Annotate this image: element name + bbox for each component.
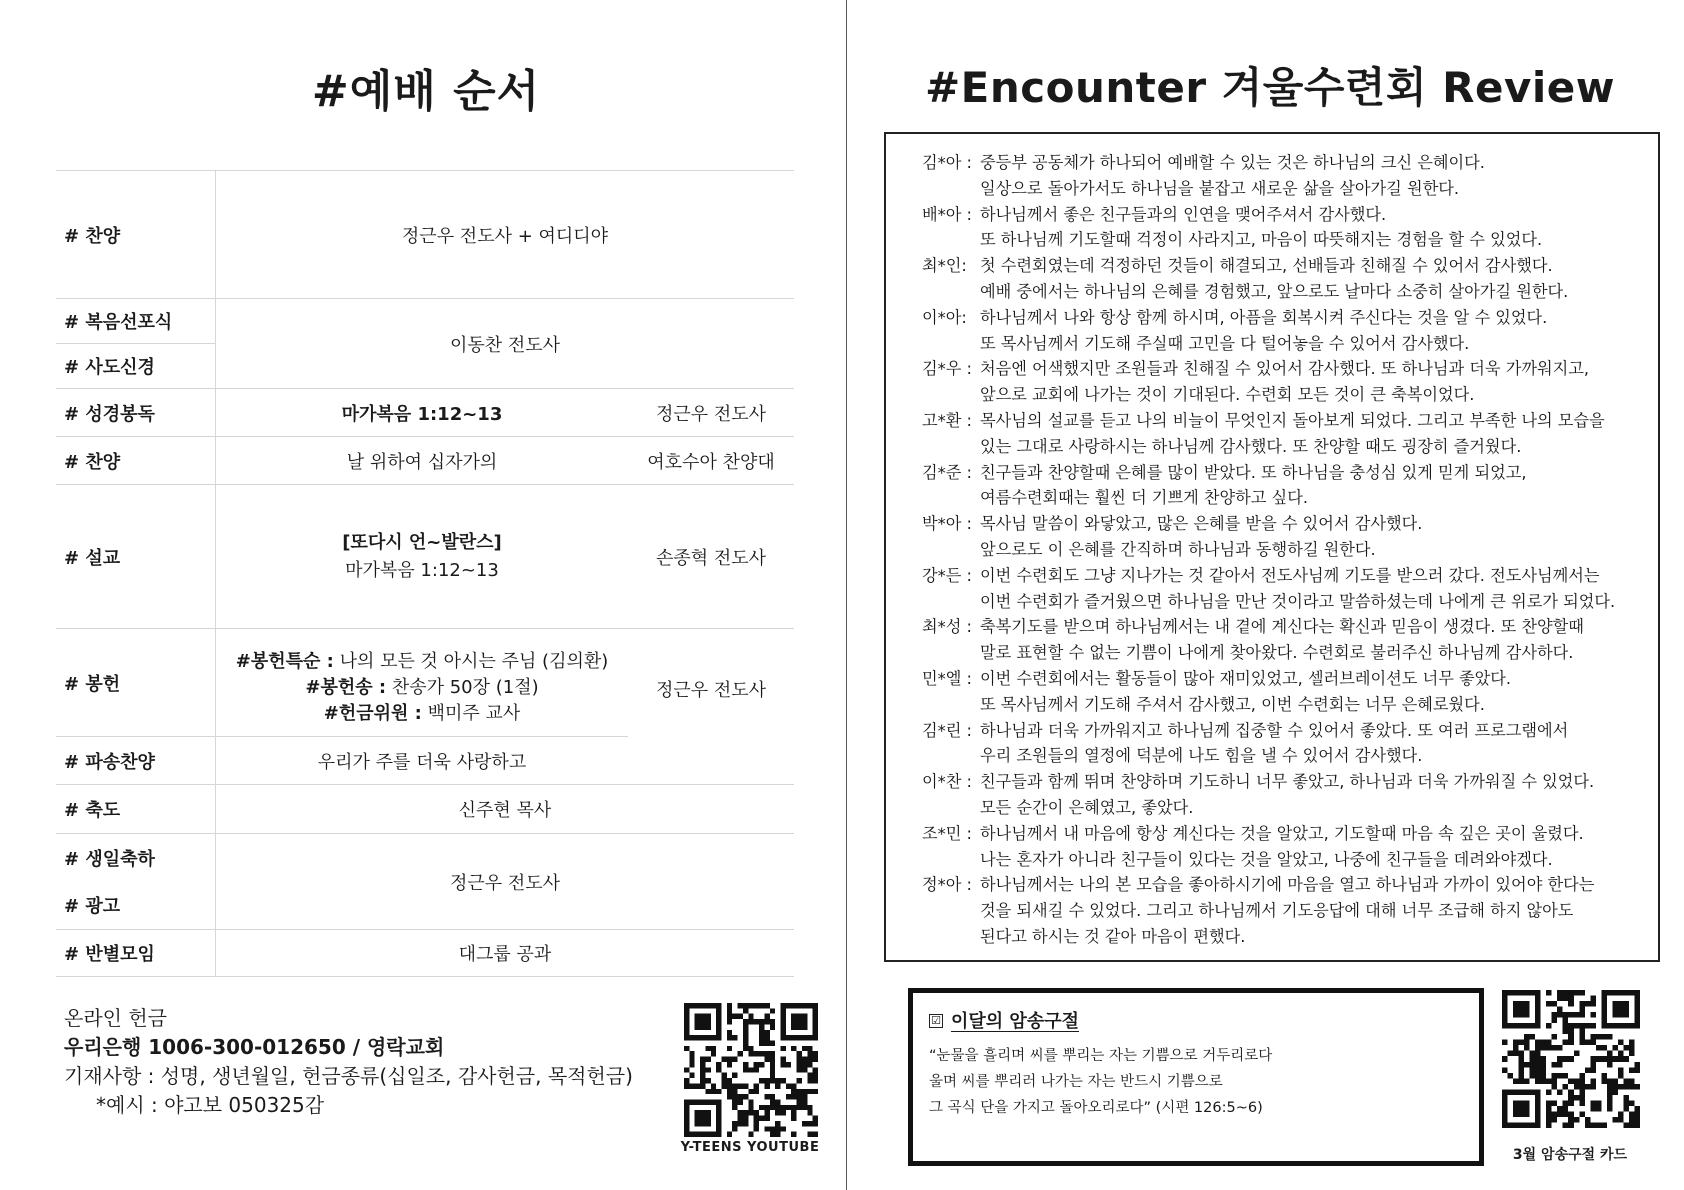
order-label: # 파송찬양 [56,736,215,784]
online-notes: 기재사항 : 성명, 생년월일, 헌금종류(십일조, 감사헌금, 목적헌금) [64,1064,633,1088]
sending-song: 우리가 주를 더욱 사랑하고 [216,736,628,784]
reviewer-indent [922,589,980,615]
review-text: 나는 혼자가 아니라 친구들이 있다는 것을 알았고, 나중에 친구들을 데려와야겠다. [980,849,1553,869]
verse-heading [929,1007,1465,1033]
review-line [922,202,1658,228]
reviewer-indent [922,692,980,718]
sermon-info [216,485,628,628]
order-label: # 찬양 [64,225,121,247]
reviewer-name: 김*아 : [922,153,972,172]
order-row-sermon [56,484,794,628]
reviewer-name: 이*찬 : [922,772,972,792]
review-text: 처음엔 어색했지만 조원들과 친해질 수 있어서 감사했다. 또 하나님과 더욱 가까워지고, [980,359,1590,379]
review-text: 중등부 공동체가 하나되어 예배할 수 있는 것은 하나님의 크신 은혜이다. [980,153,1485,172]
verse-line: 울며 씨를 뿌리러 나가는 자는 반드시 기쁨으로 [929,1074,1223,1090]
reviewer-name: 박*아 : [922,514,972,534]
order-leader: 정근우 전도사 [655,403,767,425]
order-label: # 봉헌 [64,673,121,695]
order-leader: 여호수아 찬양대 [647,451,775,473]
review-text: 앞으로도 이 은혜를 간직하며 하나님과 동행하길 원한다. [980,539,1376,559]
page-divider [846,0,847,1190]
order-value: 대그룹 공과 [458,944,552,965]
qr-caption: Y-TEENS YOUTUBE [680,1140,820,1155]
order-label: # 사도신경 [56,343,215,388]
qr-caption: 3월 암송구절 카드 [1512,1147,1628,1163]
reviewer-name: 정*아 : [922,875,972,895]
order-value: 마가복음 1:12~13 [341,403,503,425]
review-text: 하나님께서 내 마음에 항상 계신다는 것을 알았고, 기도할때 마음 속 깊은 곳이 울렸다. [980,823,1584,843]
worship-order-table [56,170,794,977]
review-text: 또 목사님께서 기도해 주실때 고민을 다 털어놓을 수 있어서 감사했다. [980,333,1470,353]
online-example: *예시 : 야고보 050325감 [96,1093,325,1117]
reviewer-indent [922,640,980,666]
order-label: # 생일축하 [64,848,155,870]
reviewer-name: 최*성 : [922,617,972,637]
order-row-hymn [56,436,794,484]
order-label: # 설교 [64,547,121,569]
review-text: 친구들과 찬양할때 은혜를 많이 받았다. 또 하나님을 충성심 있게 믿게 되었고, [980,462,1527,482]
review-line [922,898,1658,924]
order-label: # 축도 [64,800,121,821]
order-leader: 정근우 전도사 [655,679,767,701]
review-text: 이번 수련회가 즐거웠으면 하나님을 만난 것이라고 말씀하셨는데 나에게 큰 위로가 되었다. [980,591,1616,611]
review-text: 하나님과 더욱 가까워지고 하나님께 집중할 수 있어서 좋았다. 또 여러 프로그램에서 [980,720,1569,740]
order-value: 이동찬 전도사 [449,334,561,356]
review-text: 목사님의 설교를 듣고 나의 비늘이 무엇인지 돌아보게 되었다. 그리고 부족한 나의 모습을 [980,410,1605,430]
review-text: 또 목사님께서 기도해 주셔서 감사했고, 이번 수련회는 너무 은혜로웠다. [980,694,1485,714]
offering-committee: #헌금위원 : 백미주 교사 [323,702,521,724]
review-line [922,150,1658,176]
youtube-qr-code[interactable] [684,1003,818,1137]
review-line [922,331,1658,357]
review-text: 첫 수련회였는데 걱정하던 것들이 해결되고, 선배들과 친해질 수 있어서 감사했다. [980,256,1553,276]
bank-account: 우리은행 1006-300-012650 / 영락교회 [64,1035,445,1059]
review-line [922,279,1658,305]
review-line [922,589,1658,615]
order-label: # 광고 [64,896,121,918]
review-line [922,847,1658,873]
reviewer-indent [922,434,980,460]
order-value: 신주현 목사 [458,800,552,821]
reviewer-indent [922,382,980,408]
review-text: 여름수련회때는 훨씬 더 기쁘게 찬양하고 싶다. [980,488,1308,508]
reviewer-indent [922,537,980,563]
review-text: 친구들과 함께 뛰며 찬양하며 기도하니 너무 좋았고, 하나님과 더욱 가까워질 수 있었다. [980,772,1595,792]
reviewer-indent [922,176,980,202]
order-row-offering [56,628,794,784]
review-line [922,743,1658,769]
review-line [922,460,1658,486]
verse-line: 그 곡식 단을 가지고 돌아오리로다” (시편 126:5~6) [929,1100,1263,1116]
review-text: 축복기도를 받으며 하나님께서는 내 곁에 계신다는 확신과 믿음이 생겼다. 또 찬양할때 [980,617,1584,637]
order-leader: 손종혁 전도사 [655,547,767,569]
review-line [922,382,1658,408]
review-line [922,408,1658,434]
review-line [922,692,1658,718]
review-text: 것을 되새길 수 있었다. 그리고 하나님께서 기도응답에 대해 너무 조급해 하지 않아도 [980,901,1574,921]
order-label: # 찬양 [64,451,121,473]
verse-heading-label: 이달의 암송구절 [951,1011,1079,1032]
review-text: 앞으로 교회에 나가는 것이 기대된다. 수련회 모든 것이 큰 축복이었다. [980,385,1475,405]
online-offering-info [64,1004,633,1120]
review-title: #Encounter 겨울수련회 Review [924,63,1616,112]
review-line [922,872,1658,898]
worship-order-title: #예배 순서 [311,66,541,117]
reviewer-indent [922,924,980,950]
reviewer-name: 민*엘 : [922,668,972,688]
review-text: 이번 수련회도 그냥 지나가는 것 같아서 전도사님께 기도를 받으러 갔다. 전도사님께서는 [980,565,1600,585]
reviewer-name: 배*아 : [922,204,972,224]
reviewer-indent [922,331,980,357]
order-value: 날 위하여 십자가의 [346,451,498,473]
verse-card-qr-code[interactable] [1502,990,1640,1128]
review-text: 하나님께서는 나의 본 모습을 좋아하시기에 마음을 열고 하나님과 가까이 있어야 한다는 [980,875,1595,895]
reviewer-indent [922,795,980,821]
reviewer-name: 김*준 : [922,462,972,482]
review-line [922,176,1658,202]
order-row-class [56,929,794,977]
review-line [922,434,1658,460]
memory-verse-box [908,988,1484,1166]
reviewer-name: 이*아: [922,307,967,327]
review-text: 우리 조원들의 열정에 덕분에 나도 힘을 낼 수 있어서 감사했다. [980,746,1423,766]
reviewer-indent [922,743,980,769]
order-value: 정근우 전도사 + 여디디야 [401,225,609,247]
review-text: 하나님께서 나와 항상 함께 하시며, 아픔을 회복시켜 주신다는 것을 알 수 있었다. [980,307,1548,327]
order-row-gospel [56,298,794,388]
review-line [922,253,1658,279]
order-row-birthday [56,833,794,929]
verse-line: “눈물을 흘리며 씨를 뿌리는 자는 기쁨으로 거두리로다 [929,1048,1273,1064]
review-line [922,305,1658,331]
reviewer-indent [922,227,980,253]
review-line [922,640,1658,666]
reviewer-name: 김*우 : [922,359,972,379]
review-line [922,769,1658,795]
checkbox-icon: ☑ [929,1014,943,1028]
offering-song: #봉헌송 : 찬송가 50장 (1절) [305,676,539,698]
reviewer-name: 고*환 : [922,410,972,430]
order-label: # 반별모임 [64,944,155,965]
review-text: 이번 수련회에서는 활동들이 많아 재미있었고, 셀러브레이션도 너무 좋았다. [980,668,1512,688]
review-text: 또 하나님께 기도할때 걱정이 사라지고, 마음이 따뜻해지는 경험을 할 수 있었다. [980,230,1543,250]
review-text: 일상으로 돌아가서도 하나님을 붙잡고 새로운 삶을 살아가길 원한다. [980,178,1460,198]
order-row-reading [56,388,794,436]
reviewer-indent [922,279,980,305]
sermon-passage: 마가복음 1:12~13 [345,559,499,581]
sermon-title: [또다시 언~발란스] [342,531,502,553]
reviewer-indent [922,898,980,924]
review-line [922,821,1658,847]
review-text: 모든 순간이 은혜였고, 좋았다. [980,797,1194,817]
order-label: # 복음선포식 [64,312,173,333]
review-text: 말로 표현할 수 없는 기쁨이 나에게 찾아왔다. 수련회로 불러주신 하나님께 감사하다. [980,643,1574,663]
review-line [922,511,1658,537]
reviewer-name: 강*든 : [922,565,972,585]
offering-special: #봉헌특순 : 나의 모든 것 아시는 주님 (김의환) [235,650,609,672]
review-line [922,227,1658,253]
order-row-praise [56,170,794,298]
review-text: 된다고 하시는 것 같아 마음이 편했다. [980,926,1246,946]
order-row-blessing [56,784,794,833]
order-value: 정근우 전도사 [449,872,561,894]
review-line [922,795,1658,821]
reviewer-indent [922,485,980,511]
reviewer-indent [922,847,980,873]
reviewer-name: 최*인: [922,256,967,276]
review-text: 하나님께서 좋은 친구들과의 인연을 맺어주셔서 감사했다. [980,204,1387,224]
review-line [922,614,1658,640]
review-line [922,356,1658,382]
reviewer-name: 김*린 : [922,720,972,740]
online-heading: 온라인 헌금 [64,1006,167,1030]
order-label: # 성경봉독 [64,403,155,425]
review-line [922,563,1658,589]
review-text: 있는 그대로 사랑하시는 하나님께 감사했다. 또 찬양할 때도 굉장히 즐거웠다. [980,436,1522,456]
review-line [922,924,1658,950]
review-line [922,666,1658,692]
review-line [922,537,1658,563]
review-box [884,132,1660,962]
reviewer-name: 조*민 : [922,823,972,843]
review-text: 목사님 말씀이 와닿았고, 많은 은혜를 받을 수 있어서 감사했다. [980,514,1423,534]
review-line [922,718,1658,744]
review-text: 예배 중에서는 하나님의 은혜를 경험했고, 앞으로도 날마다 소중히 살아가길 원한다. [980,281,1569,301]
review-line [922,485,1658,511]
